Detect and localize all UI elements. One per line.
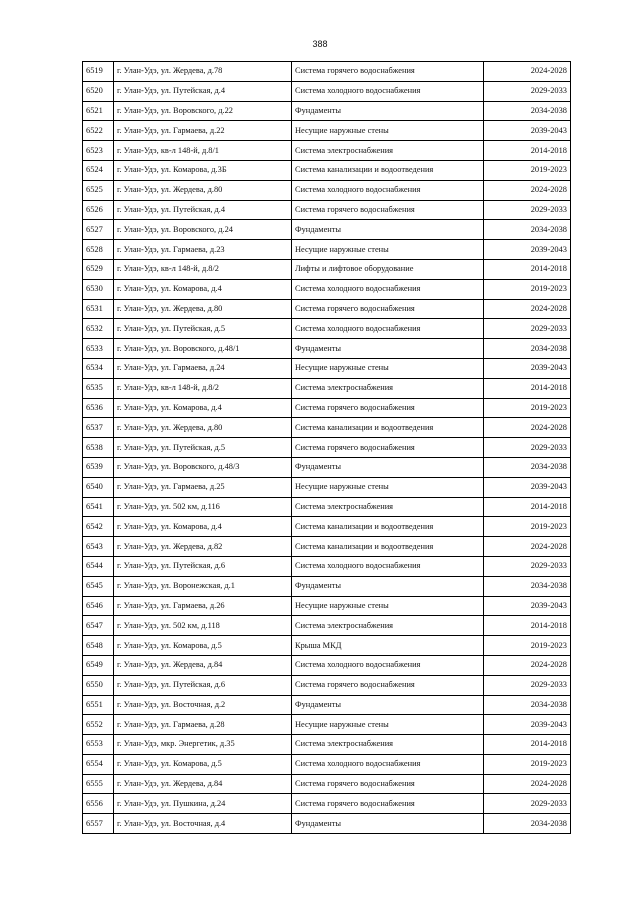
system-cell: Несущие наружные стены bbox=[292, 596, 484, 616]
table-row bbox=[83, 814, 571, 834]
period-cell: 2024-2028 bbox=[484, 180, 571, 200]
address-cell: г. Улан-Удэ, мкр. Энергетик, д.35 bbox=[114, 735, 292, 755]
system-cell: Система горячего водоснабжения bbox=[292, 398, 484, 418]
address-cell: г. Улан-Удэ, ул. 502 км, д.118 bbox=[114, 616, 292, 636]
system-cell: Система горячего водоснабжения bbox=[292, 200, 484, 220]
period-cell: 2024-2028 bbox=[484, 418, 571, 438]
row-number-cell: 6519 bbox=[83, 62, 114, 82]
address-cell: г. Улан-Удэ, ул. Жердева, д.82 bbox=[114, 537, 292, 557]
row-number-cell: 6533 bbox=[83, 339, 114, 359]
system-cell: Система горячего водоснабжения bbox=[292, 675, 484, 695]
address-cell: г. Улан-Удэ, ул. Комарова, д.5 bbox=[114, 754, 292, 774]
row-number-cell: 6528 bbox=[83, 240, 114, 260]
period-cell: 2019-2023 bbox=[484, 160, 571, 180]
table-row bbox=[83, 398, 571, 418]
address-cell: г. Улан-Удэ, ул. Жердева, д.80 bbox=[114, 418, 292, 438]
period-cell: 2039-2043 bbox=[484, 715, 571, 735]
period-cell: 2014-2018 bbox=[484, 497, 571, 517]
row-number-cell: 6552 bbox=[83, 715, 114, 735]
system-cell: Система электроснабжения bbox=[292, 378, 484, 398]
table-row bbox=[83, 497, 571, 517]
row-number-cell: 6555 bbox=[83, 774, 114, 794]
period-cell: 2034-2038 bbox=[484, 339, 571, 359]
address-cell: г. Улан-Удэ, ул. Гармаева, д.22 bbox=[114, 121, 292, 141]
address-cell: г. Улан-Удэ, ул. Гармаева, д.28 bbox=[114, 715, 292, 735]
period-cell: 2029-2033 bbox=[484, 438, 571, 458]
period-cell: 2019-2023 bbox=[484, 517, 571, 537]
address-cell: г. Улан-Удэ, ул. Воровского, д.22 bbox=[114, 101, 292, 121]
table-row bbox=[83, 794, 571, 814]
row-number-cell: 6537 bbox=[83, 418, 114, 438]
row-number-cell: 6521 bbox=[83, 101, 114, 121]
system-cell: Система горячего водоснабжения bbox=[292, 299, 484, 319]
row-number-cell: 6532 bbox=[83, 319, 114, 339]
table-row bbox=[83, 279, 571, 299]
period-cell: 2014-2018 bbox=[484, 735, 571, 755]
period-cell: 2014-2018 bbox=[484, 259, 571, 279]
system-cell: Фундаменты bbox=[292, 457, 484, 477]
period-cell: 2039-2043 bbox=[484, 240, 571, 260]
address-cell: г. Улан-Удэ, ул. Воронежская, д.1 bbox=[114, 576, 292, 596]
address-cell: г. Улан-Удэ, ул. Гармаева, д.24 bbox=[114, 358, 292, 378]
table-row bbox=[83, 438, 571, 458]
system-cell: Система канализации и водоотведения bbox=[292, 418, 484, 438]
row-number-cell: 6542 bbox=[83, 517, 114, 537]
table-row bbox=[83, 339, 571, 359]
table-row bbox=[83, 636, 571, 656]
period-cell: 2034-2038 bbox=[484, 457, 571, 477]
period-cell: 2014-2018 bbox=[484, 141, 571, 161]
address-cell: г. Улан-Удэ, кв-л 148-й, д.8/1 bbox=[114, 141, 292, 161]
table-row bbox=[83, 319, 571, 339]
table-row bbox=[83, 596, 571, 616]
address-cell: г. Улан-Удэ, ул. Гармаева, д.26 bbox=[114, 596, 292, 616]
period-cell: 2039-2043 bbox=[484, 121, 571, 141]
address-cell: г. Улан-Удэ, ул. Путейская, д.6 bbox=[114, 675, 292, 695]
address-cell: г. Улан-Удэ, ул. Комарова, д.4 bbox=[114, 517, 292, 537]
system-cell: Система горячего водоснабжения bbox=[292, 62, 484, 82]
period-cell: 2019-2023 bbox=[484, 754, 571, 774]
row-number-cell: 6536 bbox=[83, 398, 114, 418]
table-row bbox=[83, 220, 571, 240]
address-cell: г. Улан-Удэ, ул. 502 км, д.116 bbox=[114, 497, 292, 517]
period-cell: 2039-2043 bbox=[484, 477, 571, 497]
address-cell: г. Улан-Удэ, ул. Путейская, д.5 bbox=[114, 319, 292, 339]
row-number-cell: 6522 bbox=[83, 121, 114, 141]
row-number-cell: 6541 bbox=[83, 497, 114, 517]
address-cell: г. Улан-Удэ, ул. Восточная, д.4 bbox=[114, 814, 292, 834]
system-cell: Несущие наружные стены bbox=[292, 477, 484, 497]
row-number-cell: 6550 bbox=[83, 675, 114, 695]
system-cell: Система электроснабжения bbox=[292, 616, 484, 636]
address-cell: г. Улан-Удэ, ул. Жердева, д.78 bbox=[114, 62, 292, 82]
table-row bbox=[83, 121, 571, 141]
system-cell: Лифты и лифтовое оборудование bbox=[292, 259, 484, 279]
address-cell: г. Улан-Удэ, ул. Жердева, д.84 bbox=[114, 774, 292, 794]
row-number-cell: 6526 bbox=[83, 200, 114, 220]
address-cell: г. Улан-Удэ, ул. Жердева, д.84 bbox=[114, 655, 292, 675]
period-cell: 2029-2033 bbox=[484, 794, 571, 814]
table-row bbox=[83, 81, 571, 101]
table-row bbox=[83, 299, 571, 319]
row-number-cell: 6534 bbox=[83, 358, 114, 378]
system-cell: Фундаменты bbox=[292, 695, 484, 715]
period-cell: 2019-2023 bbox=[484, 636, 571, 656]
table-row bbox=[83, 180, 571, 200]
row-number-cell: 6525 bbox=[83, 180, 114, 200]
system-cell: Фундаменты bbox=[292, 814, 484, 834]
table-row bbox=[83, 141, 571, 161]
row-number-cell: 6529 bbox=[83, 259, 114, 279]
row-number-cell: 6544 bbox=[83, 556, 114, 576]
row-number-cell: 6539 bbox=[83, 457, 114, 477]
table-row bbox=[83, 457, 571, 477]
system-cell: Система канализации и водоотведения bbox=[292, 517, 484, 537]
system-cell: Крыша МКД bbox=[292, 636, 484, 656]
table-row bbox=[83, 200, 571, 220]
row-number-cell: 6530 bbox=[83, 279, 114, 299]
table-row bbox=[83, 735, 571, 755]
system-cell: Система горячего водоснабжения bbox=[292, 774, 484, 794]
period-cell: 2029-2033 bbox=[484, 556, 571, 576]
table-row bbox=[83, 675, 571, 695]
system-cell: Система канализации и водоотведения bbox=[292, 537, 484, 557]
period-cell: 2024-2028 bbox=[484, 299, 571, 319]
system-cell: Система горячего водоснабжения bbox=[292, 794, 484, 814]
row-number-cell: 6551 bbox=[83, 695, 114, 715]
row-number-cell: 6543 bbox=[83, 537, 114, 557]
system-cell: Система холодного водоснабжения bbox=[292, 279, 484, 299]
table-body bbox=[83, 62, 571, 834]
system-cell: Фундаменты bbox=[292, 576, 484, 596]
period-cell: 2024-2028 bbox=[484, 655, 571, 675]
period-cell: 2034-2038 bbox=[484, 101, 571, 121]
page-number: 388 bbox=[312, 39, 328, 49]
address-cell: г. Улан-Удэ, ул. Путейская, д.6 bbox=[114, 556, 292, 576]
row-number-cell: 6549 bbox=[83, 655, 114, 675]
row-number-cell: 6557 bbox=[83, 814, 114, 834]
repair-schedule-table bbox=[82, 61, 571, 834]
table-row bbox=[83, 101, 571, 121]
row-number-cell: 6554 bbox=[83, 754, 114, 774]
row-number-cell: 6520 bbox=[83, 81, 114, 101]
address-cell: г. Улан-Удэ, ул. Пушкина, д.24 bbox=[114, 794, 292, 814]
address-cell: г. Улан-Удэ, кв-л 148-й, д.8/2 bbox=[114, 259, 292, 279]
system-cell: Система холодного водоснабжения bbox=[292, 556, 484, 576]
table-row bbox=[83, 358, 571, 378]
address-cell: г. Улан-Удэ, ул. Комарова, д.4 bbox=[114, 279, 292, 299]
system-cell: Несущие наружные стены bbox=[292, 715, 484, 735]
table-row bbox=[83, 418, 571, 438]
system-cell: Система горячего водоснабжения bbox=[292, 438, 484, 458]
period-cell: 2029-2033 bbox=[484, 200, 571, 220]
table-row bbox=[83, 240, 571, 260]
period-cell: 2019-2023 bbox=[484, 279, 571, 299]
system-cell: Система холодного водоснабжения bbox=[292, 319, 484, 339]
address-cell: г. Улан-Удэ, ул. Гармаева, д.23 bbox=[114, 240, 292, 260]
period-cell: 2039-2043 bbox=[484, 358, 571, 378]
row-number-cell: 6524 bbox=[83, 160, 114, 180]
period-cell: 2034-2038 bbox=[484, 814, 571, 834]
table-row bbox=[83, 259, 571, 279]
table-row bbox=[83, 62, 571, 82]
row-number-cell: 6535 bbox=[83, 378, 114, 398]
row-number-cell: 6538 bbox=[83, 438, 114, 458]
row-number-cell: 6548 bbox=[83, 636, 114, 656]
period-cell: 2034-2038 bbox=[484, 695, 571, 715]
system-cell: Фундаменты bbox=[292, 220, 484, 240]
table-row bbox=[83, 576, 571, 596]
period-cell: 2024-2028 bbox=[484, 774, 571, 794]
table-row bbox=[83, 378, 571, 398]
address-cell: г. Улан-Удэ, ул. Воровского, д.48/1 bbox=[114, 339, 292, 359]
system-cell: Несущие наружные стены bbox=[292, 121, 484, 141]
address-cell: г. Улан-Удэ, ул. Комарова, д.4 bbox=[114, 398, 292, 418]
period-cell: 2024-2028 bbox=[484, 537, 571, 557]
period-cell: 2029-2033 bbox=[484, 81, 571, 101]
address-cell: г. Улан-Удэ, ул. Воровского, д.48/3 bbox=[114, 457, 292, 477]
table-row bbox=[83, 616, 571, 636]
period-cell: 2014-2018 bbox=[484, 616, 571, 636]
row-number-cell: 6527 bbox=[83, 220, 114, 240]
system-cell: Несущие наружные стены bbox=[292, 358, 484, 378]
table-row bbox=[83, 477, 571, 497]
row-number-cell: 6553 bbox=[83, 735, 114, 755]
period-cell: 2034-2038 bbox=[484, 576, 571, 596]
system-cell: Система холодного водоснабжения bbox=[292, 180, 484, 200]
row-number-cell: 6546 bbox=[83, 596, 114, 616]
address-cell: г. Улан-Удэ, кв-л 148-й, д.8/2 bbox=[114, 378, 292, 398]
table-row bbox=[83, 774, 571, 794]
address-cell: г. Улан-Удэ, ул. Комарова, д.3Б bbox=[114, 160, 292, 180]
row-number-cell: 6556 bbox=[83, 794, 114, 814]
address-cell: г. Улан-Удэ, ул. Путейская, д.5 bbox=[114, 438, 292, 458]
period-cell: 2019-2023 bbox=[484, 398, 571, 418]
system-cell: Несущие наружные стены bbox=[292, 240, 484, 260]
system-cell: Система электроснабжения bbox=[292, 141, 484, 161]
table-row bbox=[83, 695, 571, 715]
system-cell: Система холодного водоснабжения bbox=[292, 655, 484, 675]
system-cell: Система электроснабжения bbox=[292, 735, 484, 755]
table-row bbox=[83, 556, 571, 576]
address-cell: г. Улан-Удэ, ул. Воровского, д.24 bbox=[114, 220, 292, 240]
row-number-cell: 6547 bbox=[83, 616, 114, 636]
address-cell: г. Улан-Удэ, ул. Жердева, д.80 bbox=[114, 299, 292, 319]
address-cell: г. Улан-Удэ, ул. Комарова, д.5 bbox=[114, 636, 292, 656]
system-cell: Фундаменты bbox=[292, 101, 484, 121]
address-cell: г. Улан-Удэ, ул. Гармаева, д.25 bbox=[114, 477, 292, 497]
system-cell: Система канализации и водоотведения bbox=[292, 160, 484, 180]
address-cell: г. Улан-Удэ, ул. Путейская, д.4 bbox=[114, 200, 292, 220]
row-number-cell: 6531 bbox=[83, 299, 114, 319]
table-row bbox=[83, 160, 571, 180]
table-row bbox=[83, 715, 571, 735]
table-row bbox=[83, 517, 571, 537]
period-cell: 2014-2018 bbox=[484, 378, 571, 398]
table-row bbox=[83, 655, 571, 675]
system-cell: Система электроснабжения bbox=[292, 497, 484, 517]
table-row bbox=[83, 754, 571, 774]
period-cell: 2024-2028 bbox=[484, 62, 571, 82]
period-cell: 2029-2033 bbox=[484, 319, 571, 339]
table-row bbox=[83, 537, 571, 557]
period-cell: 2034-2038 bbox=[484, 220, 571, 240]
system-cell: Система холодного водоснабжения bbox=[292, 754, 484, 774]
address-cell: г. Улан-Удэ, ул. Жердева, д.80 bbox=[114, 180, 292, 200]
system-cell: Фундаменты bbox=[292, 339, 484, 359]
period-cell: 2029-2033 bbox=[484, 675, 571, 695]
system-cell: Система холодного водоснабжения bbox=[292, 81, 484, 101]
row-number-cell: 6540 bbox=[83, 477, 114, 497]
address-cell: г. Улан-Удэ, ул. Восточная, д.2 bbox=[114, 695, 292, 715]
period-cell: 2039-2043 bbox=[484, 596, 571, 616]
address-cell: г. Улан-Удэ, ул. Путейская, д.4 bbox=[114, 81, 292, 101]
row-number-cell: 6545 bbox=[83, 576, 114, 596]
row-number-cell: 6523 bbox=[83, 141, 114, 161]
